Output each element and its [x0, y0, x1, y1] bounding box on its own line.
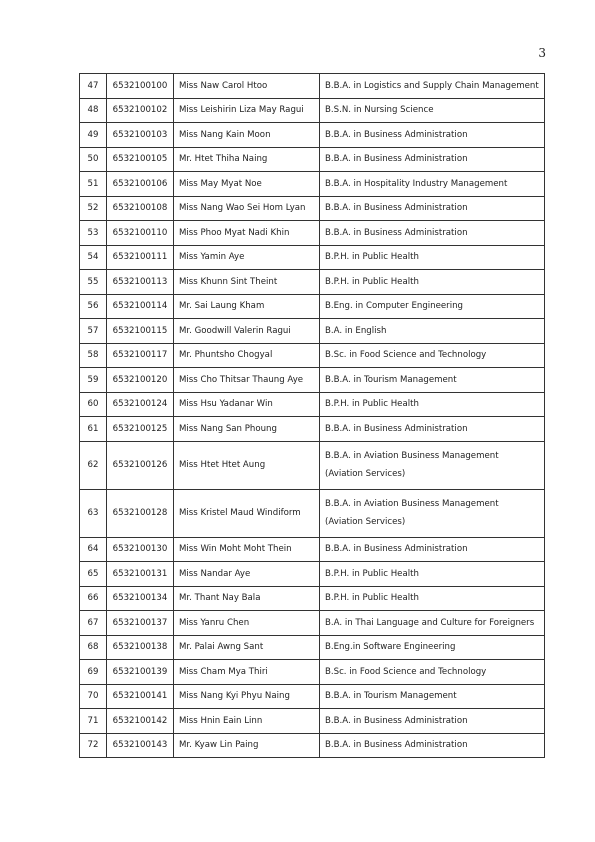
program-cell: B.B.A. in Business Administration [320, 709, 545, 734]
table-row [80, 635, 545, 660]
program-cell: B.Eng. in Computer Engineering [320, 294, 545, 319]
table-row [80, 196, 545, 221]
row-number-cell: 59 [80, 368, 107, 393]
student-table-body [80, 74, 545, 758]
student-id-cell: 6532100111 [107, 245, 174, 270]
table-row [80, 368, 545, 393]
program-cell: B.B.A. in Tourism Management [320, 368, 545, 393]
row-number-cell: 54 [80, 245, 107, 270]
program-cell: B.S.N. in Nursing Science [320, 98, 545, 123]
student-id-cell: 6532100126 [107, 441, 174, 489]
table-row [80, 221, 545, 246]
program-cell: B.B.A. in Business Administration [320, 417, 545, 442]
student-id-cell: 6532100103 [107, 123, 174, 148]
program-cell: B.P.H. in Public Health [320, 270, 545, 295]
student-id-cell: 6532100143 [107, 733, 174, 758]
student-id-cell: 6532100134 [107, 586, 174, 611]
student-name-cell: Miss Kristel Maud Windiform [174, 489, 320, 537]
student-name-cell: Mr. Sai Laung Kham [174, 294, 320, 319]
row-number-cell: 48 [80, 98, 107, 123]
row-number-cell: 62 [80, 441, 107, 489]
student-id-cell: 6532100115 [107, 319, 174, 344]
row-number-cell: 52 [80, 196, 107, 221]
student-name-cell: Miss Nang Kain Moon [174, 123, 320, 148]
student-id-cell: 6532100130 [107, 537, 174, 562]
student-id-cell: 6532100131 [107, 562, 174, 587]
row-number-cell: 66 [80, 586, 107, 611]
student-name-cell: Miss Nang Kyi Phyu Naing [174, 684, 320, 709]
program-cell: B.B.A. in Business Administration [320, 537, 545, 562]
student-name-cell: Miss Khunn Sint Theint [174, 270, 320, 295]
student-id-cell: 6532100106 [107, 172, 174, 197]
student-id-cell: 6532100100 [107, 74, 174, 99]
program-cell: B.B.A. in Aviation Business Management (Aviation Services) [320, 441, 545, 489]
student-id-cell: 6532100102 [107, 98, 174, 123]
row-number-cell: 53 [80, 221, 107, 246]
program-cell: B.P.H. in Public Health [320, 392, 545, 417]
student-table [79, 73, 545, 758]
student-id-cell: 6532100137 [107, 611, 174, 636]
table-row [80, 74, 545, 99]
program-cell: B.Eng.in Software Engineering [320, 635, 545, 660]
student-id-cell: 6532100108 [107, 196, 174, 221]
table-row [80, 489, 545, 537]
program-cell: B.B.A. in Business Administration [320, 147, 545, 172]
row-number-cell: 64 [80, 537, 107, 562]
row-number-cell: 55 [80, 270, 107, 295]
row-number-cell: 61 [80, 417, 107, 442]
student-id-cell: 6532100128 [107, 489, 174, 537]
student-id-cell: 6532100124 [107, 392, 174, 417]
program-cell: B.B.A. in Tourism Management [320, 684, 545, 709]
program-cell: B.B.A. in Business Administration [320, 123, 545, 148]
table-row [80, 319, 545, 344]
row-number-cell: 50 [80, 147, 107, 172]
table-row [80, 417, 545, 442]
student-id-cell: 6532100114 [107, 294, 174, 319]
table-row [80, 172, 545, 197]
row-number-cell: 51 [80, 172, 107, 197]
program-cell: B.B.A. in Business Administration [320, 196, 545, 221]
table-row [80, 98, 545, 123]
program-cell: B.B.A. in Business Administration [320, 733, 545, 758]
row-number-cell: 72 [80, 733, 107, 758]
table-row [80, 147, 545, 172]
row-number-cell: 47 [80, 74, 107, 99]
program-cell: B.B.A. in Business Administration [320, 221, 545, 246]
table-row [80, 660, 545, 685]
row-number-cell: 67 [80, 611, 107, 636]
student-name-cell: Miss Phoo Myat Nadi Khin [174, 221, 320, 246]
table-row [80, 294, 545, 319]
program-cell: B.B.A. in Hospitality Industry Management [320, 172, 545, 197]
row-number-cell: 71 [80, 709, 107, 734]
program-cell: B.B.A. in Logistics and Supply Chain Management [320, 74, 545, 99]
student-id-cell: 6532100141 [107, 684, 174, 709]
student-name-cell: Miss Nang Wao Sei Hom Lyan [174, 196, 320, 221]
student-id-cell: 6532100120 [107, 368, 174, 393]
table-row [80, 123, 545, 148]
student-id-cell: 6532100105 [107, 147, 174, 172]
row-number-cell: 69 [80, 660, 107, 685]
table-row [80, 270, 545, 295]
row-number-cell: 57 [80, 319, 107, 344]
student-name-cell: Miss Htet Htet Aung [174, 441, 320, 489]
program-cell: B.P.H. in Public Health [320, 245, 545, 270]
student-name-cell: Mr. Kyaw Lin Paing [174, 733, 320, 758]
table-row [80, 733, 545, 758]
student-name-cell: Mr. Palai Awng Sant [174, 635, 320, 660]
student-id-cell: 6532100138 [107, 635, 174, 660]
student-name-cell: Miss Nang San Phoung [174, 417, 320, 442]
table-row [80, 684, 545, 709]
student-name-cell: Miss Win Moht Moht Thein [174, 537, 320, 562]
program-cell: B.P.H. in Public Health [320, 586, 545, 611]
student-name-cell: Miss Hnin Eain Linn [174, 709, 320, 734]
row-number-cell: 65 [80, 562, 107, 587]
student-id-cell: 6532100125 [107, 417, 174, 442]
student-name-cell: Miss Leishirin Liza May Ragui [174, 98, 320, 123]
student-name-cell: Miss Cho Thitsar Thaung Aye [174, 368, 320, 393]
student-name-cell: Mr. Phuntsho Chogyal [174, 343, 320, 368]
student-name-cell: Miss Yanru Chen [174, 611, 320, 636]
student-name-cell: Miss Yamin Aye [174, 245, 320, 270]
page-number: 3 [538, 46, 546, 60]
row-number-cell: 49 [80, 123, 107, 148]
student-name-cell: Mr. Htet Thiha Naing [174, 147, 320, 172]
program-cell: B.A. in English [320, 319, 545, 344]
student-id-cell: 6532100142 [107, 709, 174, 734]
row-number-cell: 70 [80, 684, 107, 709]
student-id-cell: 6532100117 [107, 343, 174, 368]
program-cell: B.Sc. in Food Science and Technology [320, 660, 545, 685]
row-number-cell: 63 [80, 489, 107, 537]
table-row [80, 586, 545, 611]
table-row [80, 709, 545, 734]
student-id-cell: 6532100139 [107, 660, 174, 685]
student-id-cell: 6532100113 [107, 270, 174, 295]
table-row [80, 392, 545, 417]
table-row [80, 537, 545, 562]
program-cell: B.A. in Thai Language and Culture for Foreigners [320, 611, 545, 636]
student-name-cell: Miss Naw Carol Htoo [174, 74, 320, 99]
student-id-cell: 6532100110 [107, 221, 174, 246]
table-row [80, 441, 545, 489]
row-number-cell: 58 [80, 343, 107, 368]
student-name-cell: Mr. Goodwill Valerin Ragui [174, 319, 320, 344]
student-name-cell: Miss Nandar Aye [174, 562, 320, 587]
student-name-cell: Miss Hsu Yadanar Win [174, 392, 320, 417]
row-number-cell: 60 [80, 392, 107, 417]
student-name-cell: Miss Cham Mya Thiri [174, 660, 320, 685]
program-cell: B.Sc. in Food Science and Technology [320, 343, 545, 368]
student-name-cell: Mr. Thant Nay Bala [174, 586, 320, 611]
row-number-cell: 68 [80, 635, 107, 660]
table-row [80, 562, 545, 587]
table-row [80, 245, 545, 270]
table-row [80, 611, 545, 636]
table-row [80, 343, 545, 368]
program-cell: B.P.H. in Public Health [320, 562, 545, 587]
program-cell: B.B.A. in Aviation Business Management (Aviation Services) [320, 489, 545, 537]
student-name-cell: Miss May Myat Noe [174, 172, 320, 197]
row-number-cell: 56 [80, 294, 107, 319]
